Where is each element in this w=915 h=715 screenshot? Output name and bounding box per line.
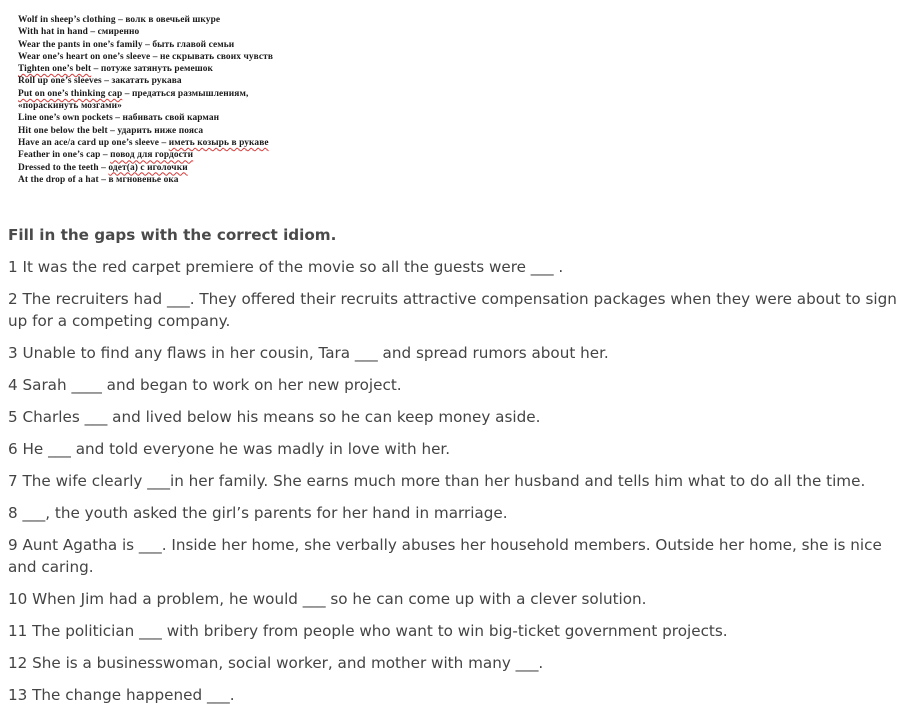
question-6: 6 He ___ and told everyone he was madly in love with her. bbox=[8, 440, 451, 458]
idiom-line bbox=[18, 26, 338, 38]
dash: – bbox=[91, 64, 101, 75]
idiom-ru: ударить ниже пояса bbox=[117, 125, 204, 136]
idiom-en: Line one’s own pockets bbox=[18, 113, 113, 124]
idiom-ru: закатать рукава bbox=[111, 76, 182, 87]
idiom-en: Feather in one’s cap bbox=[18, 150, 101, 161]
idiom-en: Hit one below the belt bbox=[18, 125, 108, 136]
dash: – bbox=[101, 76, 112, 87]
idiom-line bbox=[18, 174, 338, 186]
idiom-ru: быть главой семьи bbox=[152, 39, 235, 50]
idiom-en: Wolf in sheep’s clothing bbox=[18, 15, 116, 25]
idiom-ru: набивать свой карман bbox=[122, 113, 220, 124]
idiom-line bbox=[18, 51, 338, 63]
idiom-line bbox=[18, 112, 338, 124]
idiom-en: Dressed to the teeth bbox=[18, 162, 99, 173]
dash: – bbox=[142, 39, 153, 50]
idiom-en: Wear one’s heart on one’s sleeve bbox=[18, 51, 151, 62]
dash: – bbox=[98, 174, 109, 185]
idiom-en: «пораскинуть мозгами» bbox=[18, 101, 122, 112]
dash: – bbox=[159, 137, 169, 148]
idiom-ru: волк в овечьей шкуре bbox=[125, 15, 221, 25]
idiom-en: Wear the pants in one’s family bbox=[18, 39, 143, 50]
idiom-en: At the drop of a hat bbox=[18, 174, 99, 185]
question-12: 12 She is a businesswoman, social worker, and mother with many ___. bbox=[8, 654, 544, 672]
idiom-en: With hat in hand bbox=[18, 27, 88, 38]
idiom-ru: потуже затянуть ремешок bbox=[100, 64, 214, 75]
question-13: 13 The change happened ___. bbox=[8, 686, 235, 704]
dash: – bbox=[87, 27, 98, 38]
dash: – bbox=[100, 150, 111, 161]
idiom-ru: повод для гордости bbox=[110, 150, 194, 161]
question-3: 3 Unable to find any flaws in her cousin, Tara ___ and spread rumors about her. bbox=[8, 344, 609, 362]
question-7: 7 The wife clearly ___in her family. She earns much more than her husband and tells him what to do all the time. bbox=[8, 472, 866, 490]
question-1: 1 It was the red carpet premiere of the movie so all the guests were ___ . bbox=[8, 258, 564, 276]
idiom-line bbox=[18, 63, 338, 75]
exercise-title: Fill in the gaps with the correct idiom. bbox=[8, 226, 337, 244]
idiom-list bbox=[18, 14, 338, 186]
idiom-line bbox=[18, 100, 338, 112]
dash: – bbox=[150, 51, 160, 62]
question-9: 9 Aunt Agatha is ___. Inside her home, she verbally abuses her household members. Outside her home, she is nice and caring. bbox=[8, 536, 882, 576]
question-11: 11 The politician ___ with bribery from people who want to win big-ticket government projects. bbox=[8, 622, 728, 640]
exercise bbox=[8, 224, 903, 715]
question-5: 5 Charles ___ and lived below his means so he can keep money aside. bbox=[8, 408, 541, 426]
dash: – bbox=[115, 15, 126, 25]
idiom-en: Roll up one’s sleeves bbox=[18, 76, 102, 87]
question-8: 8 ___, the youth asked the girl’s parents for her hand in marriage. bbox=[8, 504, 508, 522]
idiom-line bbox=[18, 125, 338, 137]
idiom-ru: смиренно bbox=[97, 27, 140, 38]
question-2: 2 The recruiters had ___. They offered their recruits attractive compensation packages when they were about to sign up for a competing company. bbox=[8, 290, 897, 330]
idiom-line bbox=[18, 39, 338, 51]
dash: – bbox=[122, 88, 132, 99]
idiom-line bbox=[18, 75, 338, 87]
idiom-line bbox=[18, 149, 338, 161]
dash: – bbox=[112, 113, 123, 124]
idiom-ru: не скрывать своих чувств bbox=[159, 51, 274, 62]
idiom-line bbox=[18, 88, 338, 100]
question-4: 4 Sarah ____ and began to work on her new project. bbox=[8, 376, 402, 394]
idiom-ru: в мгновенье ока bbox=[108, 174, 179, 185]
idiom-ru: предаться размышлениям, bbox=[131, 88, 249, 99]
idiom-line bbox=[18, 162, 338, 174]
idiom-en: Tighten one’s belt bbox=[18, 64, 92, 75]
idiom-ru: иметь козырь в рукаве bbox=[168, 137, 269, 148]
question-10: 10 When Jim had a problem, he would ___ so he can come up with a clever solution. bbox=[8, 590, 647, 608]
idiom-line bbox=[18, 14, 338, 26]
dash: – bbox=[107, 125, 118, 136]
idiom-en: Put on one’s thinking cap bbox=[18, 88, 123, 99]
idiom-en: Have an ace/a card up one’s sleeve bbox=[18, 137, 160, 148]
dash: – bbox=[98, 162, 109, 173]
idiom-ru: одет(а) с иголочки bbox=[108, 162, 188, 173]
idiom-line bbox=[18, 137, 338, 149]
